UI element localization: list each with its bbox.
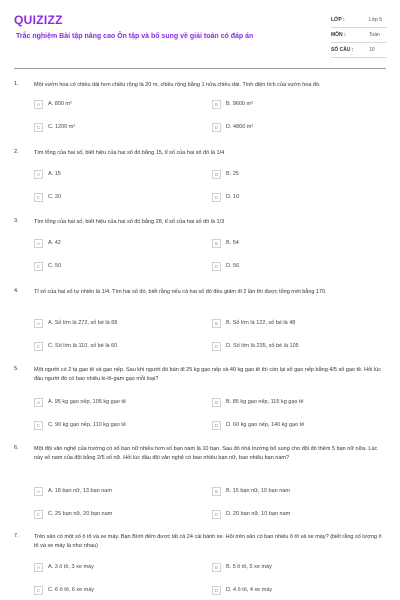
option-letter-box: C <box>34 123 43 132</box>
option-b[interactable] <box>212 561 386 573</box>
option-label: C. 50 <box>48 263 62 269</box>
option-letter-box: D <box>212 342 221 351</box>
option-label: A. 95 kg gạo nếp, 105 kg gạo tẻ <box>48 399 126 405</box>
option-d[interactable] <box>212 340 386 352</box>
option-a[interactable] <box>34 237 208 249</box>
option-letter-box: A <box>34 170 43 179</box>
option-label: C. 6 ô tô, 6 xe máy <box>48 587 95 593</box>
option-c[interactable] <box>34 260 208 272</box>
meta-key: MÔN : <box>331 32 346 38</box>
option-c[interactable] <box>34 121 208 133</box>
option-d[interactable] <box>212 508 386 520</box>
option-b[interactable] <box>212 317 386 329</box>
option-c[interactable] <box>34 419 208 431</box>
question-number: 3. <box>14 218 19 224</box>
option-letter-box: B <box>212 319 221 328</box>
option-letter-box: A <box>34 487 43 496</box>
option-label: D. 10 <box>226 194 240 200</box>
option-label: B. 15 bạn nữ, 10 bạn nam <box>226 488 290 494</box>
option-a[interactable] <box>34 485 208 497</box>
option-label: A. 18 bạn nữ, 13 bạn nam <box>48 488 112 494</box>
quizizz-logo: QUIZIZZ <box>14 13 63 27</box>
option-a[interactable] <box>34 168 208 180</box>
option-b[interactable] <box>212 237 386 249</box>
option-b[interactable] <box>212 485 386 497</box>
option-label: C. 90 kg gạo nếp, 110 kg gạo tẻ <box>48 422 126 428</box>
option-letter-box: B <box>212 487 221 496</box>
option-letter-box: A <box>34 239 43 248</box>
option-letter-box: A <box>34 319 43 328</box>
meta-row-class <box>331 13 387 28</box>
question-text: Một vườn hoa có chiều dài hơn chiều rộng là 20 m, chiều rộng bằng 1 nửa chiều dài. Tính diện tích của vườn hoa đó. <box>34 82 321 88</box>
option-label: A. 15 <box>48 171 61 177</box>
option-d[interactable] <box>212 584 386 596</box>
meta-key: LỚP : <box>331 17 345 23</box>
option-c[interactable] <box>34 584 208 596</box>
option-letter-box: D <box>212 586 221 595</box>
option-label: B. 9600 m² <box>226 101 253 107</box>
option-label: C. Số lớn là 110, số bé là 60 <box>48 343 118 349</box>
option-b[interactable] <box>212 168 386 180</box>
option-letter-box: C <box>34 421 43 430</box>
option-letter-box: C <box>34 193 43 202</box>
option-letter-box: D <box>212 421 221 430</box>
option-a[interactable] <box>34 98 208 110</box>
option-label: B. 54 <box>226 240 239 246</box>
option-letter-box: D <box>212 123 221 132</box>
option-letter-box: C <box>34 510 43 519</box>
meta-value: Lớp 5 <box>369 17 383 23</box>
option-c[interactable] <box>34 340 208 352</box>
option-label: C. 25 bạn nữ, 20 bạn nam <box>48 511 113 517</box>
header <box>0 0 400 62</box>
meta-value: Toán <box>369 32 380 38</box>
meta-key: SỐ CÂU : <box>331 47 354 53</box>
option-letter-box: C <box>34 586 43 595</box>
question-number: 1. <box>14 81 19 87</box>
meta-row-count <box>331 43 387 58</box>
option-label: B. 85 kg gạo nếp, 115 kg gạo tẻ <box>226 399 304 405</box>
option-label: D. 56 <box>226 263 240 269</box>
option-b[interactable] <box>212 396 386 408</box>
meta-table <box>331 13 387 58</box>
option-letter-box: A <box>34 100 43 109</box>
question-number: 6. <box>14 445 19 451</box>
question-number: 2. <box>14 149 19 155</box>
meta-value: 10 <box>369 47 375 53</box>
option-letter-box: B <box>212 398 221 407</box>
option-label: A. Số lớn là 272, số bé là 68 <box>48 320 118 326</box>
option-label: C. 20 <box>48 194 62 200</box>
option-letter-box: B <box>212 170 221 179</box>
option-label: D. Số lớn là 235, số bé là 105 <box>226 343 299 349</box>
option-letter-box: A <box>34 563 43 572</box>
option-d[interactable] <box>212 260 386 272</box>
option-c[interactable] <box>34 191 208 203</box>
option-d[interactable] <box>212 121 386 133</box>
option-label: D. 4 ô tô, 4 xe máy <box>226 587 273 593</box>
question-text: Tỉ số của hai số tự nhiên là 1/4. Tìm hai số đó, biết rằng nếu cả hai số đó đều giảm đi 2 lần thì được tổng mới bằng 170. <box>34 289 327 295</box>
option-b[interactable] <box>212 98 386 110</box>
option-letter-box: D <box>212 262 221 271</box>
question-text: Một đội văn nghệ của trường có số bạn nữ nhiều hơn số bạn nam là 10 bạn. Sau đó nhà trường bổ sung cho đội đó thêm 5 bạn nữ nữa. Lúc này số nam của đội bằng 2/5 số nữ. Hỏi lúc đầu đội văn nghệ có bao nhiêu bạn nữ, bao nhiêu bạn nam? <box>34 446 378 461</box>
meta-row-subject <box>331 28 387 43</box>
question-text: Tìm tổng của hai số, biết hiệu của hai số đó bằng 15, tỉ số của hai số đó là 1/4 <box>34 150 225 156</box>
option-label: D. 60 kg gạo nếp, 140 kg gạo tẻ <box>226 422 305 428</box>
option-label: B. 25 <box>226 171 239 177</box>
option-c[interactable] <box>34 508 208 520</box>
option-label: A. 800 m² <box>48 101 72 107</box>
option-letter-box: D <box>212 193 221 202</box>
option-label: D. 20 bạn nữ, 10 bạn nam <box>226 511 291 517</box>
document-title: Trắc nghiệm Bài tập nâng cao Ôn tập và bổ sung về giải toán có đáp án <box>16 33 254 40</box>
option-label: B. 5 ô tô, 5 xe máy <box>226 564 272 570</box>
question-number: 4. <box>14 288 19 294</box>
question-number: 5. <box>14 366 19 372</box>
option-label: D. 4800 m² <box>226 124 254 130</box>
option-a[interactable] <box>34 396 208 408</box>
option-d[interactable] <box>212 419 386 431</box>
option-letter-box: B <box>212 563 221 572</box>
option-letter-box: D <box>212 510 221 519</box>
option-letter-box: C <box>34 342 43 351</box>
question-number: 7. <box>14 533 19 539</box>
option-label: A. 42 <box>48 240 61 246</box>
option-letter-box: B <box>212 100 221 109</box>
question-text: Tìm tổng của hai số, biết hiệu của hai số đó bằng 28, tỉ số của hai số đó là 1/3 <box>34 219 225 225</box>
question-text: Trên sân có một số ô tô và xe máy. Bạn Bình đếm được tất cả 24 cái bánh xe. Hỏi trên sân có bao nhiêu ô tô và xe máy? (biết rằng số lượng ô tô và xe máy là như nhau) <box>34 534 382 549</box>
option-label: A. 3 ô tô, 3 xe máy <box>48 564 94 570</box>
option-a[interactable] <box>34 317 208 329</box>
option-label: B. Số lớn là 122, số bé là 48 <box>226 320 296 326</box>
question-text: Một người có 2 tạ gạo tẻ và gạo nếp. Sau khi người đó bán đi 25 kg gạo nếp và 40 kg gạo tẻ thì còn lại số gạo nếp bằng 4/5 số gạo tẻ. Hỏi lúc đầu người đó có bao nhiêu ki-lô-gam gạo mỗi loại? <box>34 367 381 382</box>
option-d[interactable] <box>212 191 386 203</box>
option-a[interactable] <box>34 561 208 573</box>
header-divider <box>14 68 386 69</box>
option-letter-box: B <box>212 239 221 248</box>
option-label: C. 1200 m² <box>48 124 76 130</box>
option-letter-box: A <box>34 398 43 407</box>
option-letter-box: C <box>34 262 43 271</box>
